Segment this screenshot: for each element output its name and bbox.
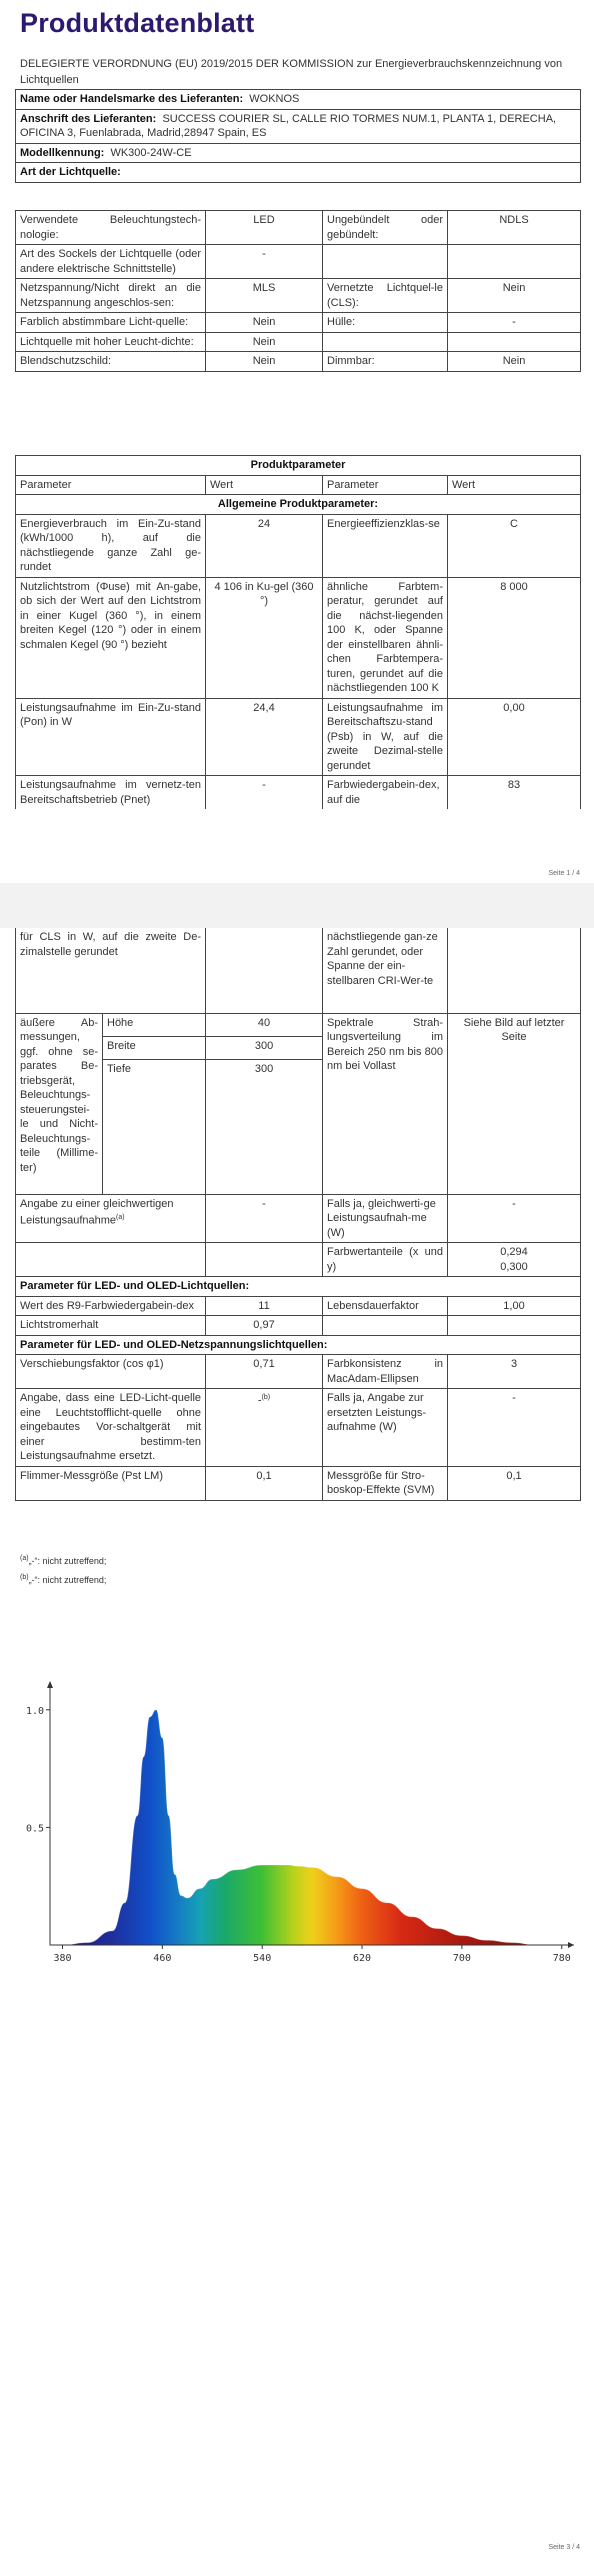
r9-value: 11 bbox=[206, 1296, 323, 1316]
x-tick-label: 780 bbox=[552, 1953, 571, 1964]
lightsource-value-2 bbox=[448, 245, 581, 279]
lightsource-label-2: Ungebündelt oder gebündelt: bbox=[323, 211, 448, 245]
lightsource-label: Verwendete Beleuchtungstech-nologie: bbox=[16, 211, 206, 245]
x-tick-label: 700 bbox=[452, 1953, 471, 1964]
lightsource-row bbox=[16, 332, 581, 352]
led-params-header: Parameter für LED- und OLED-Lichtquellen: bbox=[16, 1277, 581, 1297]
fluor-label: Angabe, dass eine LED-Licht-quelle eine Leuchtstofflicht-quelle ohne eingebautes Vor-schaltgerät mit einer bestimm-ten Leistungsaufnahme ersetzt. bbox=[16, 1389, 206, 1467]
spectrum-area bbox=[63, 1710, 562, 1945]
param-row bbox=[16, 577, 581, 698]
lightsource-value-2 bbox=[448, 332, 581, 352]
dims-label: äußere Ab-messungen, ggf. ohne se-parates Be-triebsgerät, Beleuchtungs-steuerungstei-le und Nicht-Beleuchtungs-teile (Millime-ter) bbox=[16, 1013, 103, 1194]
spectrum-svg bbox=[0, 1663, 594, 1993]
footnote-b-text: „-“: nicht zutreffend; bbox=[28, 1575, 107, 1585]
param-label: Leistungsaufnahme im vernetz-ten Bereitschaftsbetrieb (Pnet) bbox=[16, 776, 206, 810]
param-label-2: Farbwiedergabein-dex, auf die bbox=[323, 776, 448, 810]
param-value-2: 8 000 bbox=[448, 577, 581, 698]
param-row bbox=[16, 514, 581, 577]
lightsource-label: Blendschutzschild: bbox=[16, 352, 206, 372]
product-params-header: Produktparameter bbox=[16, 456, 581, 476]
lightsource-value-2: - bbox=[448, 313, 581, 333]
x-tick-label: 460 bbox=[153, 1953, 172, 1964]
fluor-value: - bbox=[257, 1394, 262, 1407]
param-value: 24,4 bbox=[206, 698, 323, 776]
lightsource-label-2: Dimmbar: bbox=[323, 352, 448, 372]
lightsource-row bbox=[16, 352, 581, 372]
col-param-2: Parameter bbox=[323, 475, 448, 495]
lightsource-table bbox=[15, 210, 581, 372]
dim-value-depth: 300 bbox=[206, 1059, 323, 1194]
cont-label-1: für CLS in W, auf die zweite De-zimalstelle gerundet bbox=[16, 928, 206, 1013]
lightsource-label: Farblich abstimmbare Licht-quelle: bbox=[16, 313, 206, 333]
param-value-2: 83 bbox=[448, 776, 581, 810]
page-1 bbox=[0, 0, 594, 883]
footnote-a-mark: (a) bbox=[20, 1555, 29, 1562]
param-value-2: 0,00 bbox=[448, 698, 581, 776]
chroma-label: Farbwertanteile (x und y) bbox=[323, 1243, 448, 1277]
lightsource-row bbox=[16, 211, 581, 245]
model-value: WK300-24W-CE bbox=[110, 146, 192, 159]
footnote-a-text: „-“: nicht zutreffend; bbox=[28, 1556, 107, 1566]
y-axis-arrow bbox=[47, 1681, 53, 1688]
replace-value: - bbox=[448, 1389, 581, 1467]
lightsource-row bbox=[16, 245, 581, 279]
lightsource-value: LED bbox=[206, 211, 323, 245]
blank-cell-2 bbox=[206, 1243, 323, 1277]
y-tick-label: 0.5 bbox=[26, 1823, 45, 1835]
mains-params-header: Parameter für LED- und OLED-Netzspannungslichtquellen: bbox=[16, 1335, 581, 1355]
page-number-1: Seite 1 / 4 bbox=[548, 870, 580, 877]
dim-name-height: Höhe bbox=[103, 1013, 206, 1036]
lightsource-label-2: Vernetzte Lichtquel-le (CLS): bbox=[323, 279, 448, 313]
fluor-value-cell bbox=[206, 1389, 323, 1467]
lightsource-value: Nein bbox=[206, 332, 323, 352]
page-gap bbox=[0, 883, 594, 928]
page-3 bbox=[0, 928, 594, 2560]
param-label-2: Leistungsaufnahme im Bereitschaftszu-stand (Psb) in W, auf die zweite Dezimal-stelle gerundet bbox=[323, 698, 448, 776]
param-value-2: C bbox=[448, 514, 581, 577]
equiv-value: - bbox=[206, 1194, 323, 1243]
supplier-address-cell bbox=[16, 109, 581, 143]
model-label: Modellkennung: bbox=[20, 146, 105, 159]
blank-cell-1 bbox=[16, 1243, 206, 1277]
cont-label-2: nächstliegende gan-ze Zahl gerundet, oder Spanne der ein-stellbaren CRI-Wer-te bbox=[323, 928, 448, 1013]
flux-value: 0,97 bbox=[206, 1316, 323, 1336]
params-continued-table bbox=[15, 928, 581, 1501]
y-tick-label: 1.0 bbox=[26, 1705, 45, 1717]
param-value: 24 bbox=[206, 514, 323, 577]
param-value: - bbox=[206, 776, 323, 810]
param-label-2: ähnliche Farbtem-peratur, gerundet auf die nächst-liegenden 100 K, oder Spanne der einstellbaren ähnli-chen Farbtempera-turen, gerundet auf die nächstliegenden 100 K bbox=[323, 577, 448, 698]
supplier-address-value: SUCCESS COURIER SL, CALLE RIO TORMES NUM.1, PLANTA 1, DERECHA, OFICINA 3, Fuenlabrada, Madrid,28947 Spain, ES bbox=[20, 112, 557, 139]
blank-cell-3 bbox=[323, 1316, 448, 1336]
col-param-1: Parameter bbox=[16, 475, 206, 495]
x-tick-label: 540 bbox=[253, 1953, 272, 1964]
param-label-2: Energieeffizienzklas-se bbox=[323, 514, 448, 577]
chroma-value-x: 0,294 bbox=[500, 1246, 528, 1258]
r9-label: Wert des R9-Farbwiedergabein-dex bbox=[16, 1296, 206, 1316]
footnote-a bbox=[20, 1555, 106, 1566]
document-title: Produktdatenblatt bbox=[20, 8, 255, 38]
spectrum-chart bbox=[0, 1663, 594, 1993]
equiv-label-cell bbox=[16, 1194, 206, 1243]
lightsource-label: Netzspannung/Nicht direkt an die Netzspannung angeschlos-sen: bbox=[16, 279, 206, 313]
equiv2-value: - bbox=[448, 1194, 581, 1243]
blank-cell-4 bbox=[448, 1316, 581, 1336]
lightsource-row bbox=[16, 313, 581, 333]
replace-label: Falls ja, Angabe zur ersetzten Leistungs-aufnahme (W) bbox=[323, 1389, 448, 1467]
strobe-label: Messgröße für Stro-boskop-Effekte (SVM) bbox=[323, 1466, 448, 1500]
col-value-2: Wert bbox=[448, 475, 581, 495]
flux-label: Lichtstromerhalt bbox=[16, 1316, 206, 1336]
cont-value-1 bbox=[206, 928, 323, 1013]
product-params-table bbox=[15, 455, 581, 809]
param-label: Nutzlichtstrom (Φuse) mit An-gabe, ob sich der Wert auf den Lichtstrom in einer Kugel (360 °), in einem breiten Kegel (120 °) oder in einem schmalen Kegel (90 °) bezieht bbox=[16, 577, 206, 698]
supplier-name-label: Name oder Handelsmarke des Lieferanten: bbox=[20, 93, 244, 105]
param-row bbox=[16, 698, 581, 776]
lightsource-label: Art des Sockels der Lichtquelle (oder andere elektrische Schnittstelle) bbox=[16, 245, 206, 279]
footnote-b bbox=[20, 1574, 106, 1585]
fluor-note: (b) bbox=[261, 1394, 271, 1401]
supplier-address-label: Anschrift des Lieferanten: bbox=[20, 112, 157, 125]
supplier-table bbox=[15, 89, 581, 183]
life-label: Lebensdauerfaktor bbox=[323, 1296, 448, 1316]
param-value: 4 106 in Ku-gel (360 °) bbox=[206, 577, 323, 698]
dim-value-width: 300 bbox=[206, 1036, 323, 1059]
lightsource-value-2: NDLS bbox=[448, 211, 581, 245]
supplier-name-value: WOKNOS bbox=[249, 93, 300, 105]
shift-value: 0,71 bbox=[206, 1355, 323, 1389]
shift-label: Verschiebungsfaktor (cos φ1) bbox=[16, 1355, 206, 1389]
footnote-b-mark: (b) bbox=[20, 1574, 29, 1581]
chroma-value-cell bbox=[448, 1243, 581, 1277]
flicker-value: 0,1 bbox=[206, 1466, 323, 1500]
chroma-value-y: 0,300 bbox=[500, 1260, 528, 1273]
consist-label: Farbkonsistenz in MacAdam-Ellipsen bbox=[323, 1355, 448, 1389]
equiv-label: Angabe zu einer gleichwertigen Leistungsaufnahme bbox=[20, 1197, 174, 1227]
param-label: Leistungsaufnahme im Ein-Zu-stand (Pon) in W bbox=[16, 698, 206, 776]
equiv-note: (a) bbox=[116, 1214, 125, 1221]
lightsource-value: Nein bbox=[206, 352, 323, 372]
supplier-name-cell bbox=[16, 90, 581, 110]
lightsource-label-2 bbox=[323, 245, 448, 279]
lightsource-label-2 bbox=[323, 332, 448, 352]
flicker-label: Flimmer-Messgröße (Pst LM) bbox=[16, 1466, 206, 1500]
lightsource-value: - bbox=[206, 245, 323, 279]
lightsource-value-2: Nein bbox=[448, 352, 581, 372]
consist-value: 3 bbox=[448, 1355, 581, 1389]
cont-value-2 bbox=[448, 928, 581, 1013]
dim-name-depth: Tiefe bbox=[103, 1059, 206, 1194]
param-row bbox=[16, 776, 581, 810]
spectral-value: Siehe Bild auf letzter Seite bbox=[448, 1013, 581, 1194]
lightsource-label: Lichtquelle mit hoher Leucht-dichte: bbox=[16, 332, 206, 352]
x-axis-arrow bbox=[568, 1942, 574, 1948]
dim-name-width: Breite bbox=[103, 1036, 206, 1059]
page-number-3: Seite 3 / 4 bbox=[548, 2544, 580, 2551]
lightsource-value: MLS bbox=[206, 279, 323, 313]
lightsource-label-2: Hülle: bbox=[323, 313, 448, 333]
general-params-header: Allgemeine Produktparameter: bbox=[16, 495, 581, 515]
spectral-label: Spektrale Strah-lungsverteilung im Bereich 250 nm bis 800 nm bei Vollast bbox=[323, 1013, 448, 1194]
strobe-value: 0,1 bbox=[448, 1466, 581, 1500]
x-tick-label: 620 bbox=[353, 1953, 372, 1964]
dim-value-height: 40 bbox=[206, 1013, 323, 1036]
lightsource-type-header: Art der Lichtquelle: bbox=[16, 163, 581, 183]
life-value: 1,00 bbox=[448, 1296, 581, 1316]
equiv2-label: Falls ja, gleichwerti-ge Leistungsaufnah-me (W) bbox=[323, 1194, 448, 1243]
x-tick-label: 380 bbox=[53, 1953, 72, 1964]
lightsource-row bbox=[16, 279, 581, 313]
regulation-text: DELEGIERTE VERORDNUNG (EU) 2019/2015 DER KOMMISSION zur Energieverbrauchskennzeichnung von Lichtquellen bbox=[20, 58, 563, 86]
param-label: Energieverbrauch im Ein-Zu-stand (kWh/1000 h), auf die nächstliegende ganze Zahl ge-rundet bbox=[16, 514, 206, 577]
col-value-1: Wert bbox=[206, 475, 323, 495]
lightsource-value-2: Nein bbox=[448, 279, 581, 313]
lightsource-value: Nein bbox=[206, 313, 323, 333]
model-cell bbox=[16, 143, 581, 163]
